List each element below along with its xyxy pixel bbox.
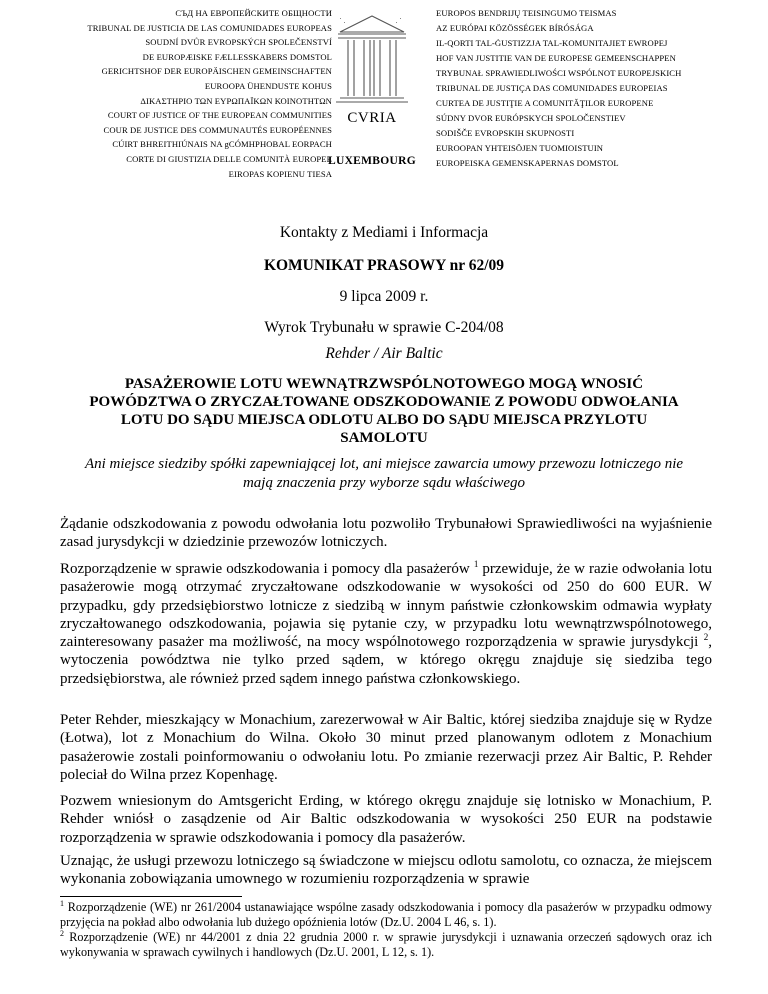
paragraph: Pozwem wniesionym do Amtsgericht Erding, w którego okręgu znajduje się lotnisko w Monachium, P. Rehder wniósł o zasądzenie od Air Baltic odszkodowania w wysokości 250 EUR na podstawie rozporządzenia w sprawie odszkodowania i pomocy dla pasażerów. bbox=[60, 793, 712, 846]
court-name: DE EUROPÆISKE FÆLLESSKABERS DOMSTOL bbox=[142, 51, 332, 62]
contact-line: Kontakty z Mediami i Informacja bbox=[279, 224, 489, 241]
paragraph-text: , wytoczenia powództwa nie tylko przed sądem, w którego okręgu znajduje się siedziba tego przedsiębiorstwa, ale również przed sądem innego państwa członkowskiego. bbox=[60, 634, 713, 687]
paragraph: Peter Rehder, mieszkający w Monachium, zarezerwował w Air Baltic, której siedziba znajduje się w Rydze (Łotwa), lot z Monachium do Wilna. Około 30 minut przed planowanym odlotem z Monachium pasażerowie zostali poinformowaniu o odwołaniu lotu. Po zmianie rezerwacji przez Air Baltic, P. Rehder poleciał do Wilna przez Kopenhagę. bbox=[60, 712, 712, 783]
court-names-left bbox=[0, 6, 332, 181]
court-name: SÚDNY DVOR EURÓPSKYCH SPOLOČENSTIEV bbox=[436, 113, 626, 123]
footnote-number: 2 bbox=[60, 928, 64, 938]
footnote-ref[interactable]: 2 bbox=[703, 632, 709, 643]
court-name: TRYBUNAŁ SPRAWIEDLIWOŚCI WSPÓLNOT EUROPEJSKICH bbox=[436, 68, 682, 78]
court-name: EUROOPAN YHTEISÖJEN TUOMIOISTUIN bbox=[436, 143, 604, 153]
court-name: ΔΙΚΑΣΤΗΡΙΟ ΤΩΝ ΕΥΡΩΠΑΪΚΩΝ ΚΟΙΝΟΤΗΤΩΝ bbox=[140, 95, 332, 106]
footnote bbox=[60, 900, 712, 930]
paragraph-text: Rozporządzenie w sprawie odszkodowania i pomocy dla pasażerów bbox=[60, 561, 470, 577]
court-name: EIROPAS KOPIENU TIESA bbox=[228, 168, 332, 179]
paragraph: Żądanie odszkodowania z powodu odwołania lotu pozwoliło Trybunałowi Sprawiedliwości na wyjaśnienie zasad jurysdykcji w dziedzinie przewozów lotniczych. bbox=[60, 516, 712, 551]
footnote bbox=[60, 930, 712, 960]
subheadline: Ani miejsce siedziby spółki zapewniającej lot, ani miejsce zawarcia umowy przewozu lotniczego nie mają znaczenia przy wyborze sądu właściwego bbox=[84, 456, 684, 491]
court-name: TRIBUNAL DE JUSTICIA DE LAS COMUNIDADES EUROPEAS bbox=[87, 22, 332, 33]
court-name: COUR DE JUSTICE DES COMMUNAUTÉS EUROPÉENNES bbox=[103, 124, 332, 135]
logo-text: CVRIA bbox=[347, 110, 397, 126]
press-release-number: KOMUNIKAT PRASOWY nr 62/09 bbox=[263, 257, 505, 274]
court-name: IL-QORTI TAL-ĠUSTIZZJA TAL-KOMUNITAJIET EWROPEJ bbox=[436, 38, 668, 48]
headline: PASAŻEROWIE LOTU WEWNĄTRZWSPÓLNOTOWEGO MOGĄ WNOSIĆ POWÓDZTWA O ZRYCZAŁTOWANE ODSZKODOWANIE Z POWODU ODWOŁANIA LOTU DO SĄDU MIEJSCA ODLOTU ALBO DO SĄDU MIEJSCA PRZYLOTU SAMOLOTU bbox=[89, 376, 679, 446]
paragraph: Uznając, że usługi przewozu lotniczego są świadczone w miejscu odlotu samolotu, co oznacza, że miejscem wykonania zobowiązania umownego w rozumieniu rozporządzenia w sprawie bbox=[60, 853, 712, 888]
court-name: SOUDNÍ DVŮR EVROPSKÝCH SPOLEČENSTVÍ bbox=[145, 37, 332, 48]
court-names-right bbox=[436, 6, 768, 171]
court-name: CÚIRT BHREITHIÚNAIS NA gCÓMHPHOBAL EORPACH bbox=[112, 139, 332, 150]
judgment-reference: Wyrok Trybunału w sprawie C-204/08 bbox=[264, 319, 504, 336]
columns-emblem-icon bbox=[334, 12, 410, 108]
court-name: EUROPOS BENDRIJŲ TEISINGUMO TEISMAS bbox=[436, 8, 617, 18]
court-name: HOF VAN JUSTITIE VAN DE EUROPESE GEMEENSCHAPPEN bbox=[436, 53, 676, 63]
court-name: EUROOPA ÜHENDUSTE KOHUS bbox=[204, 80, 332, 91]
court-name: AZ EURÓPAI KÖZÖSSÉGEK BÍRÓSÁGA bbox=[436, 23, 594, 33]
footnote-text: Rozporządzenie (WE) nr 44/2001 z dnia 22 grudnia 2000 r. w sprawie jurysdykcji i uznawania orzeczeń sądowych oraz ich wykonywania w sprawach cywilnych i handlowych (Dz.U. 2001, L 12, s. 1). bbox=[60, 930, 712, 959]
paragraph bbox=[60, 560, 712, 688]
court-name: СЪД НА ЕВРОПЕЙСКИТЕ ОБЩНОСТИ bbox=[175, 8, 332, 18]
footnote-number: 1 bbox=[60, 898, 64, 908]
court-name: COURT OF JUSTICE OF THE EUROPEAN COMMUNITIES bbox=[107, 110, 332, 121]
footnote-divider bbox=[60, 896, 242, 897]
city-name: LUXEMBOURG bbox=[328, 155, 416, 167]
court-name: CURTEA DE JUSTIŢIE A COMUNITĂŢILOR EUROPENE bbox=[436, 98, 654, 108]
court-name: SODIŠČE EVROPSKIH SKUPNOSTI bbox=[436, 128, 575, 138]
court-name: GERICHTSHOF DER EUROPÄISCHEN GEMEINSCHAFTEN bbox=[101, 66, 332, 77]
footnote-text: Rozporządzenie (WE) nr 261/2004 ustanawiające wspólne zasady odszkodowania i pomocy dla pasażerów w przypadku odmowy przyjęcia na pokład albo odwołania lub dużego opóźnienia lotów (Dz.U. 2004 L 46, s. 1). bbox=[60, 900, 712, 929]
case-parties: Rehder / Air Baltic bbox=[325, 345, 443, 362]
paragraph-text: przewiduje, że w razie odwołania lotu pasażerowie mogą otrzymać zryczałtowane odszkodowanie w wysokości od 250 do 600 EUR. W przypadku, gdy przedsiębiorstwo lotnicze z siedzibą w innym państwie członkowskim odmawia wypłaty zryczałtowanego odszkodowania, pojawia się pytanie czy, w przypadku lotu wewnątrzwspólnotowego, zainteresowany pasażer ma możliwość, na mocy wspólnotowego rozporządzenia w sprawie jurysdykcji bbox=[60, 561, 713, 651]
court-name: EUROPEISKA GEMENSKAPERNAS DOMSTOL bbox=[436, 158, 619, 168]
court-name: CORTE DI GIUSTIZIA DELLE COMUNITÀ EUROPEE bbox=[126, 153, 332, 164]
court-name: TRIBUNAL DE JUSTIÇA DAS COMUNIDADES EUROPEIAS bbox=[436, 83, 668, 93]
release-date: 9 lipca 2009 r. bbox=[339, 288, 429, 305]
footnote-ref[interactable]: 1 bbox=[473, 559, 479, 569]
court-logo bbox=[322, 12, 422, 188]
